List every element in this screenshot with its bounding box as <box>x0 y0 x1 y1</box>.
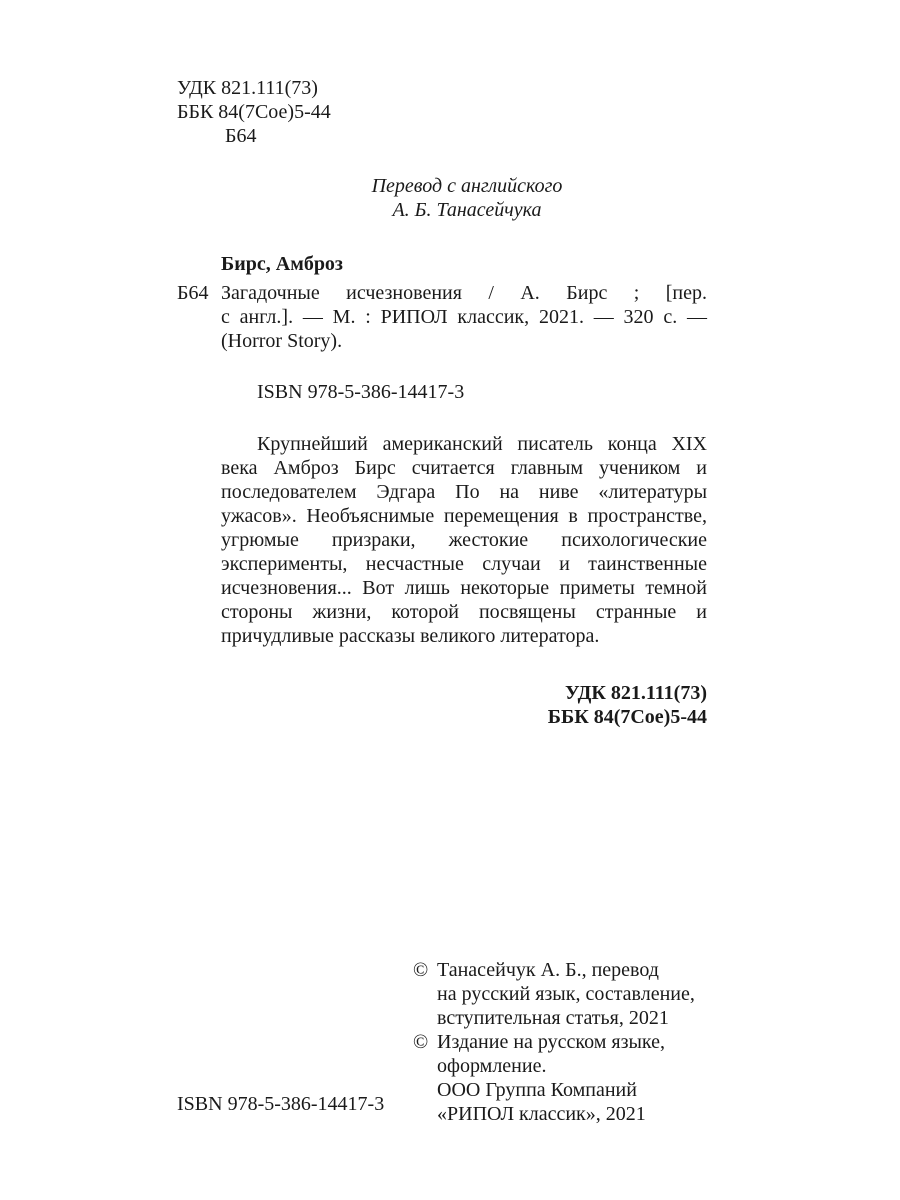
bbk-code: ББК 84(7Сое)5-44 <box>177 101 331 123</box>
entry-line-3: (Horror Story). <box>221 330 343 352</box>
annotation-text: Крупнейший американский писатель конца XIX века Амброз Бирс считается главным учеником и последователем Эдгара По на ниве «литературы ужасов». Необъяснимые перемещения в пространстве, угрюмые призраки, жестокие психологические эксперименты, несчастные случаи и таинственные исчезновения... Вот лишь некоторые приметы темной стороны жизни, которой посвящены странные и причудливые рассказы великого литератора. <box>221 433 707 647</box>
copyright-publisher <box>413 1030 695 1126</box>
entry-author-mark: Б64 <box>177 282 209 304</box>
translation-line-1: Перевод с английского <box>371 175 563 197</box>
entry-line-2: с англ.]. — М. : РИПОЛ классик, 2021. — 320 с. — <box>221 306 707 328</box>
annotation <box>221 432 707 648</box>
copyright-line: ООО Группа Компаний <box>437 1079 637 1101</box>
copyright-translator <box>413 958 695 1030</box>
udk-code-bottom: УДК 821.111(73) <box>564 682 707 704</box>
copyright-line: «РИПОЛ классик», 2021 <box>437 1103 646 1125</box>
catalog-codes-bottom <box>548 681 707 729</box>
isbn-bottom: ISBN 978-5-386-14417-3 <box>177 1093 385 1115</box>
bbk-code-bottom: ББК 84(7Сое)5-44 <box>547 706 707 728</box>
copyright-symbol: © <box>413 959 429 981</box>
entry-author: Бирс, Амброз <box>221 253 343 275</box>
author-mark: Б64 <box>225 125 257 147</box>
copyright-line: Издание на русском языке, <box>437 1031 665 1053</box>
catalog-codes-top <box>177 76 331 148</box>
isbn-main: ISBN 978-5-386-14417-3 <box>257 381 465 403</box>
bibliographic-entry <box>221 281 707 353</box>
entry-line-1: Загадочные исчезновения / А. Бирс ; [пер. <box>221 282 707 304</box>
copyright-line: Танасейчук А. Б., перевод <box>437 959 659 981</box>
translation-line-2: А. Б. Танасейчука <box>392 199 542 221</box>
copyright-block <box>413 958 695 1126</box>
udk-code: УДК 821.111(73) <box>177 77 318 99</box>
copyright-symbol: © <box>413 1031 429 1053</box>
translation-credit <box>0 174 740 222</box>
copyright-line: вступительная статья, 2021 <box>437 1007 669 1029</box>
copyright-line: оформление. <box>437 1055 547 1077</box>
copyright-line: на русский язык, составление, <box>437 983 695 1005</box>
